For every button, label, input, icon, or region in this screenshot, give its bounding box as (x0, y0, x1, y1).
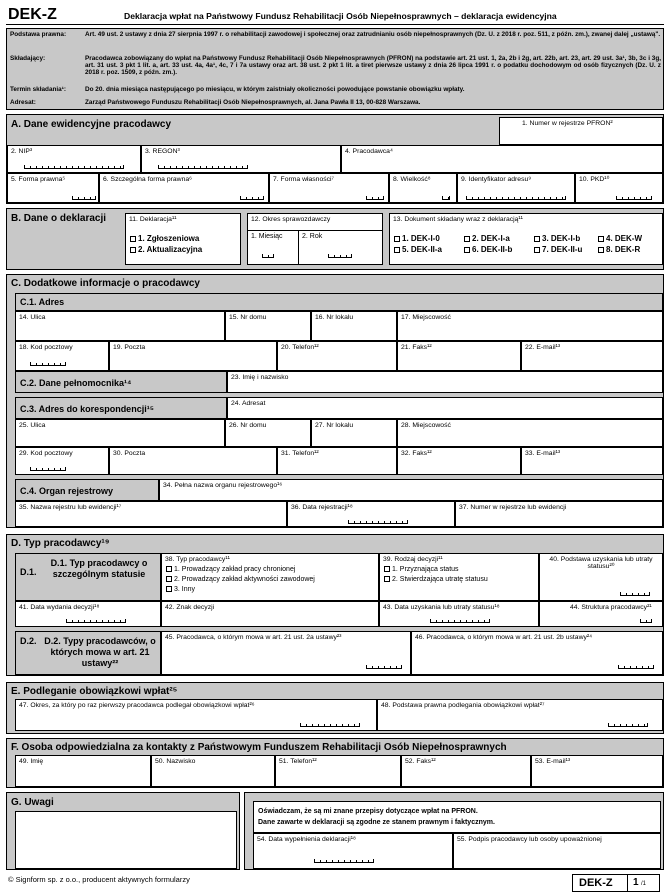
field-54-fill-date[interactable]: 54. Data wypełnienia deklaracji¹⁸ (253, 833, 453, 869)
d2-header: D.2. D.2. Typy pracodawców, o których mowa w art. 21 ustawy²² (15, 631, 161, 675)
field-19-post[interactable]: 19. Poczta (109, 341, 277, 371)
d1-header: D.1. D.1. Typ pracodawcy o szczególnym statusie (15, 553, 161, 601)
c3-header: C.3. Adres do korespondencji¹⁵ (15, 397, 227, 419)
field-22-email[interactable]: 22. E-mail¹³ (521, 341, 663, 371)
field-38-employer-type: 38. Typ pracodawcy¹¹ 1. Prowadzący zakład pracy chronionej 2. Prowadzący zakład aktywności zawodowej 3. Inny (161, 553, 379, 601)
field-51-phone[interactable]: 51. Telefon¹² (275, 755, 401, 787)
c1-header: C.1. Adres (15, 293, 663, 311)
filer-label: Składający: (10, 55, 46, 62)
field-47-first-period[interactable]: 47. Okres, za który po raz pierwszy pracodawca podlegał obowiązkowi wpłat²⁶ (15, 699, 377, 731)
field-12-year-input[interactable] (328, 254, 352, 258)
field-29-postal-code[interactable]: 29. Kod pocztowy (15, 447, 109, 475)
checkbox-13-2[interactable]: 2. DEK-I-a (464, 234, 510, 244)
section-d-title: D. Typ pracodawcy¹⁹ (11, 538, 110, 549)
field-28-city[interactable]: 28. Miejscowość (397, 419, 663, 447)
basis-text: Art. 49 ust. 2 ustawy z dnia 27 sierpnia 1997 r. o rehabilitacji zawodowej i społecznej oraz zatrudnianiu osób niepełnosprawnych (Dz. U. z 2018 r. poz. 511, z późn. zm.), zwanej dalej „ustawą". (85, 31, 661, 38)
field-32-fax[interactable]: 32. Faks¹² (397, 447, 521, 475)
field-12-month-input[interactable] (262, 254, 274, 258)
field-41-decision-date[interactable]: 41. Data wydania decyzji¹⁸ (15, 601, 161, 627)
field-5-legal-form[interactable]: 5. Forma prawna⁵ (7, 173, 99, 203)
field-26-house-no[interactable]: 26. Nr domu (225, 419, 311, 447)
field-4-employer[interactable]: 4. Pracodawca⁴ (341, 145, 663, 173)
field-37-registry-number[interactable]: 37. Numer w rejestrze lub ewidencji (455, 501, 663, 527)
section-f (6, 738, 664, 788)
field-30-post[interactable]: 30. Poczta (109, 447, 277, 475)
footer-page: 1 (633, 877, 639, 888)
field-20-phone[interactable]: 20. Telefon¹² (277, 341, 397, 371)
footer-code: DEK-Z (579, 877, 613, 889)
checkbox-13-5[interactable]: 5. DEK-II-a (394, 245, 442, 255)
checkbox-13-6[interactable]: 6. DEK-II-b (464, 245, 512, 255)
field-42-decision-mark[interactable]: 42. Znak decyzji (161, 601, 379, 627)
remarks-textarea[interactable] (15, 811, 237, 869)
field-6-special-legal-form[interactable]: 6. Szczególna forma prawna⁶ (99, 173, 269, 203)
section-d (6, 534, 664, 676)
field-17-city[interactable]: 17. Miejscowość (397, 311, 663, 341)
field-24-addressee[interactable]: 24. Adresat (227, 397, 663, 419)
field-53-email[interactable]: 53. E-mail¹³ (531, 755, 663, 787)
field-39-decision-type: 39. Rodzaj decyzji¹¹ 1. Przyznająca status 2. Stwierdzająca utratę statusu (379, 553, 539, 601)
basis-label: Podstawa prawna: (10, 31, 67, 38)
checkbox-13-4[interactable]: 4. DEK-W (598, 234, 642, 244)
field-12-month-label: 1. Miesiąc (251, 233, 283, 240)
section-g-title: G. Uwagi (11, 797, 54, 808)
field-40-status-basis[interactable]: 40. Podstawa uzyskania lub utraty statusu²⁰ (539, 553, 663, 601)
field-23-proxy-name[interactable]: 23. Imię i nazwisko (227, 371, 663, 393)
checkbox-38-2[interactable]: 2. Prowadzący zakład aktywności zawodowej (166, 576, 315, 584)
field-10-pkd[interactable]: 10. PKD¹⁰ (575, 173, 663, 203)
footer-pages: /1 (641, 881, 647, 887)
field-48-legal-basis[interactable]: 48. Podstawa prawna podlegania obowiązkowi wpłat²⁷ (377, 699, 663, 731)
field-31-phone[interactable]: 31. Telefon¹² (277, 447, 397, 475)
field-9-address-id[interactable]: 9. Identyfikator adresu⁹ (457, 173, 575, 203)
footer-code-box (572, 874, 660, 892)
field-7-ownership[interactable]: 7. Forma własności⁷ (269, 173, 389, 203)
field-3-regon[interactable]: 3. REGON³ (141, 145, 341, 173)
field-45-employer-2a[interactable]: 45. Pracodawca, o którym mowa w art. 21 ust. 2a ustawy²³ (161, 631, 411, 675)
field-2-nip[interactable]: 2. NIP³ (7, 145, 141, 173)
field-21-fax[interactable]: 21. Faks¹² (397, 341, 521, 371)
deadline-label: Termin składania¹: (10, 86, 66, 93)
checkbox-39-1[interactable]: 1. Przyznająca status (384, 566, 459, 574)
checkbox-38-3[interactable]: 3. Inny (166, 586, 195, 594)
field-49-first-name[interactable]: 49. Imię (15, 755, 151, 787)
field-43-status-date[interactable]: 43. Data uzyskania lub utraty statusu¹⁸ (379, 601, 539, 627)
c2-header: C.2. Dane pełnomocnika¹⁴ (15, 371, 227, 393)
address-label: Adresat: (10, 99, 36, 106)
c4-header: C.4. Organ rejestrowy (15, 479, 159, 501)
field-12-period: 12. Okres sprawozdawczy 1. Miesiąc 2. Rok (247, 213, 383, 265)
header-rule (6, 24, 664, 25)
deadline-text: Do 20. dnia miesiąca następującego po miesiącu, w którym zaistniały okoliczności powodujące powstanie obowiązku wpłaty. (85, 86, 465, 93)
field-35-registry-name[interactable]: 35. Nazwa rejestru lub ewidencji¹⁷ (15, 501, 287, 527)
field-8-size[interactable]: 8. Wielkość⁸ (389, 173, 457, 203)
address-text: Zarząd Państwowego Funduszu Rehabilitacji Osób Niepełnosprawnych, al. Jana Pawła II 13, 00-828 Warszawa. (85, 99, 421, 106)
checkbox-13-3[interactable]: 3. DEK-I-b (534, 234, 580, 244)
field-34-registry-body[interactable]: 34. Pełna nazwa organu rejestrowego¹⁶ (159, 479, 663, 501)
checkbox-11-1[interactable]: 1. Zgłoszeniowa (130, 234, 199, 244)
field-16-flat-no[interactable]: 16. Nr lokalu (311, 311, 397, 341)
field-18-postal-code[interactable]: 18. Kod pocztowy (15, 341, 109, 371)
field-27-flat-no[interactable]: 27. Nr lokalu (311, 419, 397, 447)
field-11-declaration: 11. Deklaracja¹¹ 1. Zgłoszeniowa 2. Aktualizacyjna (125, 213, 241, 265)
form-code: DEK-Z (8, 6, 57, 23)
field-52-fax[interactable]: 52. Faks¹² (401, 755, 531, 787)
checkbox-13-8[interactable]: 8. DEK-R (598, 245, 640, 255)
field-55-signature[interactable]: 55. Podpis pracodawcy lub osoby upoważnionej (453, 833, 661, 869)
field-13-attached-document: 13. Dokument składany wraz z deklaracją¹¹ 1. DEK-I-0 2. DEK-I-a 3. DEK-I-b 4. DEK-W 5. DEK-II-a 6. DEK-II-b 7. DEK-II-u 8. DEK-R (389, 213, 663, 265)
filer-text: Pracodawca zobowiązany do wpłat na Państwowy Fundusz Rehabilitacji Osób Niepełnosprawnych (PFRON) na podstawie art. 21 ust. 1, 2a, 2b i 2g, art. 22b, art. 23, art. 29 ust. 3a¹, 3b, 3c i 3g, art. 31 ust. 3 pkt 1 lit. a, art. 33 ust. 4a, 4a¹, 4c, 7 i 7a ustawy oraz art. 38 ust. 2 pkt 1 lit. a tiret pierwsze ustawy z dnia 26 lipca 1991 r. o podatku dochodowym od osób fizycznych (Dz. U. z 2018 r. poz. 1509, z późn. zm.). (85, 55, 661, 77)
field-25-street[interactable]: 25. Ulica (15, 419, 225, 447)
field-1-pfron-number[interactable]: 1. Numer w rejestrze PFRON² (499, 117, 663, 145)
checkbox-11-2[interactable]: 2. Aktualizacyjna (130, 245, 202, 255)
section-c-title: C. Dodatkowe informacje o pracodawcy (11, 278, 200, 289)
field-46-employer-2b[interactable]: 46. Pracodawca, o którym mowa w art. 21 ust. 2b ustawy²⁴ (411, 631, 663, 675)
field-36-registration-date[interactable]: 36. Data rejestracji¹⁸ (287, 501, 455, 527)
section-g (6, 792, 240, 870)
section-e (6, 682, 664, 734)
checkbox-38-1[interactable]: 1. Prowadzący zakład pracy chronionej (166, 566, 295, 574)
field-15-house-no[interactable]: 15. Nr domu (225, 311, 311, 341)
intro-box (6, 28, 664, 110)
checkbox-13-1[interactable]: 1. DEK-I-0 (394, 234, 440, 244)
section-a (6, 114, 664, 204)
checkbox-13-7[interactable]: 7. DEK-II-u (534, 245, 582, 255)
field-12-year-label: 2. Rok (302, 233, 323, 240)
section-b (6, 208, 664, 270)
section-e-title: E. Podleganie obowiązkowi wpłat²⁵ (11, 686, 178, 697)
statement-box (244, 792, 664, 870)
field-50-last-name[interactable]: 50. Nazwisko (151, 755, 275, 787)
section-c (6, 274, 664, 528)
statement-text: Oświadczam, że są mi znane przepisy dotyczące wpłat na PFRON. Dane zawarte w deklaracji są zgodne ze stanem prawnym i faktycznym. (253, 801, 661, 833)
field-33-email[interactable]: 33. E-mail¹³ (521, 447, 663, 475)
field-44-employer-structure[interactable]: 44. Struktura pracodawcy²¹ (539, 601, 663, 627)
form-title: Deklaracja wpłat na Państwowy Fundusz Rehabilitacji Osób Niepełnosprawnych – deklaracja ewidencyjna (124, 11, 557, 21)
section-f-title: F. Osoba odpowiedzialna za kontakty z Państwowym Funduszem Rehabilitacji Osób Niepełnosprawnych (11, 742, 507, 753)
section-a-title: A. Dane ewidencyjne pracodawcy (11, 119, 172, 130)
checkbox-39-2[interactable]: 2. Stwierdzająca utratę statusu (384, 576, 488, 584)
copyright: © Signform sp. z o.o., producent aktywnych formularzy (8, 875, 190, 884)
field-14-street[interactable]: 14. Ulica (15, 311, 225, 341)
section-b-title: B. Dane o deklaracji (11, 213, 107, 224)
